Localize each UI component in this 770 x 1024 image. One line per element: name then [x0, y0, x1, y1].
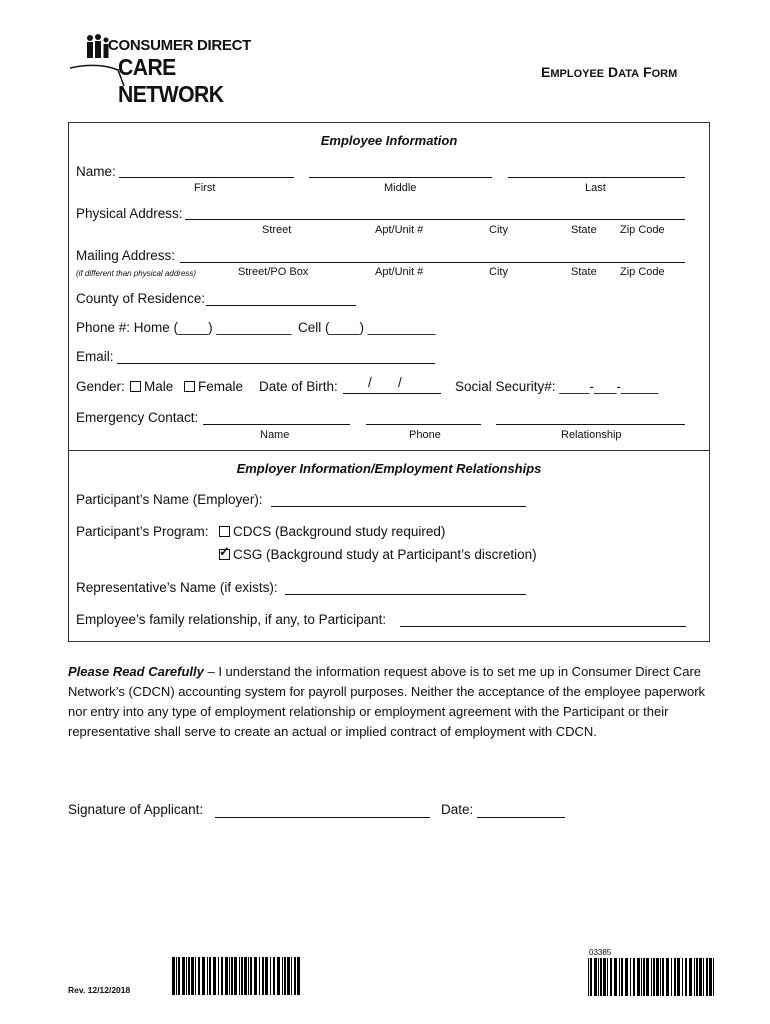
name-label: Name:: [76, 164, 116, 179]
barcode-bar: [287, 957, 290, 995]
representative-label: Representative’s Name (if exists):: [76, 580, 278, 595]
barcode-bar: [594, 958, 597, 996]
barcode-bar: [273, 957, 275, 995]
revision-date: Rev. 12/12/2018: [68, 985, 131, 995]
barcode-bar: [250, 957, 252, 995]
barcode-bar: [182, 957, 185, 995]
barcode-bar: [590, 958, 592, 996]
street-sublabel: Street: [262, 224, 292, 236]
barcode-bar: [198, 957, 200, 995]
middle-name-field[interactable]: [309, 177, 492, 178]
barcode-bar: [265, 957, 268, 995]
barcode-bar: [651, 958, 652, 996]
notice-text: – I understand the information request above is to set me up in Consumer Direct Care Network’s (CDCN) accounting system for payroll purposes. Neither the acceptance of the employee paperwork nor entry into any type of employment relationship or employment agreement with the Participant or their representative shall serve to create an actual or implied contract of employment with CDCN.: [68, 664, 706, 739]
barcode-bar: [262, 957, 264, 995]
employee-information-section: [68, 122, 710, 451]
apt-sublabel: Apt/Unit #: [375, 224, 424, 236]
male-option[interactable]: Male: [130, 379, 173, 394]
street-po-sublabel: Street/PO Box: [238, 266, 309, 278]
barcode-bar: [662, 958, 664, 996]
employer-section-title: Employer Information/Employment Relationships: [236, 461, 542, 476]
barcode-bar: [254, 957, 257, 995]
barcode-bar: [709, 958, 712, 996]
barcode-bar: [291, 957, 292, 995]
program-option-csg[interactable]: ✓CSG (Background study at Participant’s discretion): [219, 547, 537, 562]
barcode-bar: [270, 957, 271, 995]
barcode-bar: [633, 958, 635, 996]
barcode-bar: [225, 957, 228, 995]
middle-sublabel: Middle: [384, 182, 417, 194]
dob-field[interactable]: [343, 393, 441, 394]
logo-line1: CONSUMER DIRECT: [108, 37, 252, 54]
barcode-bar: [696, 958, 698, 996]
barcode-bar: [259, 957, 260, 995]
mailing-note: (if different than physical address): [76, 269, 197, 278]
barcode-bar: [682, 958, 683, 996]
cell-phone-label: Cell (____) _________: [298, 320, 436, 335]
barcode-bar: [677, 958, 680, 996]
barcode-bar: [213, 957, 216, 995]
barcode-bar: [713, 958, 714, 996]
notice-lead: Please Read Carefully: [68, 664, 204, 679]
last-sublabel: Last: [585, 182, 606, 194]
emergency-name-sublabel: Name: [260, 429, 290, 441]
home-phone-label: Phone #: Home (____) __________: [76, 320, 292, 335]
county-field[interactable]: [206, 305, 356, 306]
male-checkbox[interactable]: [130, 381, 141, 392]
zip-sublabel: Zip Code: [620, 224, 665, 236]
barcode-bar: [630, 958, 631, 996]
ssn-label: Social Security#: ____-___-_____: [455, 379, 659, 394]
program-label: Participant’s Program:: [76, 524, 209, 539]
logo-line2: CARE NETWORK: [118, 54, 224, 107]
barcode-bar: [656, 958, 659, 996]
barcode-bar: [598, 958, 599, 996]
signature-field[interactable]: [215, 817, 430, 818]
barcode-bar: [284, 957, 286, 995]
barcode-bar: [188, 957, 190, 995]
state-sublabel-2: State: [571, 266, 597, 278]
family-relationship-label: Employee’s family relationship, if any, to Participant:: [76, 612, 387, 627]
barcode-bar: [588, 958, 589, 996]
emergency-phone-sublabel: Phone: [409, 429, 441, 441]
barcode-bar: [207, 957, 208, 995]
logo-swoosh-icon: [68, 60, 128, 90]
barcode-bar: [221, 957, 223, 995]
barcode-bar: [685, 958, 687, 996]
barcode-bar: [660, 958, 661, 996]
emergency-relationship-sublabel: Relationship: [561, 429, 622, 441]
barcode-bar: [607, 958, 608, 996]
family-relationship-field[interactable]: [400, 626, 686, 627]
barcode-bar: [625, 958, 628, 996]
barcode-left: [172, 957, 298, 995]
barcode-bar: [653, 958, 655, 996]
barcode-bar: [202, 957, 205, 995]
barcode-bar: [619, 958, 620, 996]
barcode-bar: [229, 957, 230, 995]
email-label: Email:: [76, 349, 114, 364]
barcode-bar: [666, 958, 669, 996]
first-sublabel: First: [194, 182, 216, 194]
email-field[interactable]: [117, 363, 435, 364]
barcode-bar: [218, 957, 219, 995]
barcode-bar: [241, 957, 243, 995]
barcode-bar: [234, 957, 237, 995]
physical-address-field[interactable]: [185, 219, 685, 220]
barcode-bar: [176, 957, 177, 995]
participant-name-label: Participant’s Name (Employer):: [76, 492, 263, 507]
apt-sublabel-2: Apt/Unit #: [375, 266, 424, 278]
barcode-bar: [191, 957, 194, 995]
mailing-address-field[interactable]: [180, 262, 685, 263]
barcode-bar: [641, 958, 642, 996]
barcode-bar: [209, 957, 211, 995]
barcode-bar: [671, 958, 672, 996]
representative-field[interactable]: [285, 594, 526, 595]
barcode-bar: [248, 957, 249, 995]
company-logo: [68, 32, 258, 107]
dob-slashes: / /: [368, 375, 402, 390]
barcode-bar: [239, 957, 240, 995]
barcode-bar: [674, 958, 676, 996]
county-label: County of Residence:: [76, 291, 206, 306]
barcode-bar: [172, 957, 175, 995]
city-sublabel: City: [489, 224, 508, 236]
date-label: Date:: [441, 802, 474, 817]
form-code: 03385: [589, 948, 612, 957]
program-option-cdcs[interactable]: CDCS (Background study required): [219, 524, 445, 539]
barcode-bar: [694, 958, 695, 996]
barcode-bar: [637, 958, 640, 996]
state-sublabel: State: [571, 224, 597, 236]
barcode-bar: [231, 957, 233, 995]
zip-sublabel-2: Zip Code: [620, 266, 665, 278]
barcode-bar: [178, 957, 180, 995]
city-sublabel-2: City: [489, 266, 508, 278]
barcode-bar: [706, 958, 708, 996]
barcode-bar: [646, 958, 649, 996]
emergency-name-field[interactable]: [203, 424, 350, 425]
barcode-bar: [282, 957, 283, 995]
female-checkbox[interactable]: [184, 381, 195, 392]
gender-label: Gender:: [76, 379, 125, 394]
first-name-field[interactable]: [119, 177, 294, 178]
signature-label: Signature of Applicant:: [68, 802, 204, 817]
female-option[interactable]: Female: [184, 379, 243, 394]
notice-paragraph: [68, 662, 708, 742]
physical-address-label: Physical Address:: [76, 206, 183, 221]
last-name-field[interactable]: [508, 177, 685, 178]
mailing-address-label: Mailing Address:: [76, 248, 176, 263]
barcode-bar: [186, 957, 187, 995]
barcode-bar: [294, 957, 296, 995]
barcode-bar: [621, 958, 623, 996]
csg-checkbox[interactable]: [219, 549, 230, 560]
barcode-bar: [643, 958, 645, 996]
participant-name-field[interactable]: [271, 506, 526, 507]
barcode-bar: [603, 958, 606, 996]
barcode-bar: [600, 958, 602, 996]
emergency-relationship-field[interactable]: [496, 424, 685, 425]
barcode-bar: [297, 957, 300, 995]
barcode-bar: [614, 958, 617, 996]
cdcs-checkbox[interactable]: [219, 526, 230, 537]
barcode-bar: [610, 958, 612, 996]
barcode-bar: [195, 957, 196, 995]
emergency-contact-label: Emergency Contact:: [76, 410, 199, 425]
barcode-right: [588, 958, 714, 996]
form-title: EMPLOYEE DATA FORM: [541, 64, 678, 80]
barcode-bar: [244, 957, 247, 995]
barcode-bar: [689, 958, 692, 996]
barcode-bar: [699, 958, 702, 996]
dob-label: Date of Birth:: [259, 379, 338, 394]
emergency-phone-field[interactable]: [366, 424, 481, 425]
barcode-bar: [703, 958, 704, 996]
barcode-bar: [277, 957, 280, 995]
date-field[interactable]: [477, 817, 565, 818]
employee-section-title: Employee Information: [320, 133, 458, 148]
